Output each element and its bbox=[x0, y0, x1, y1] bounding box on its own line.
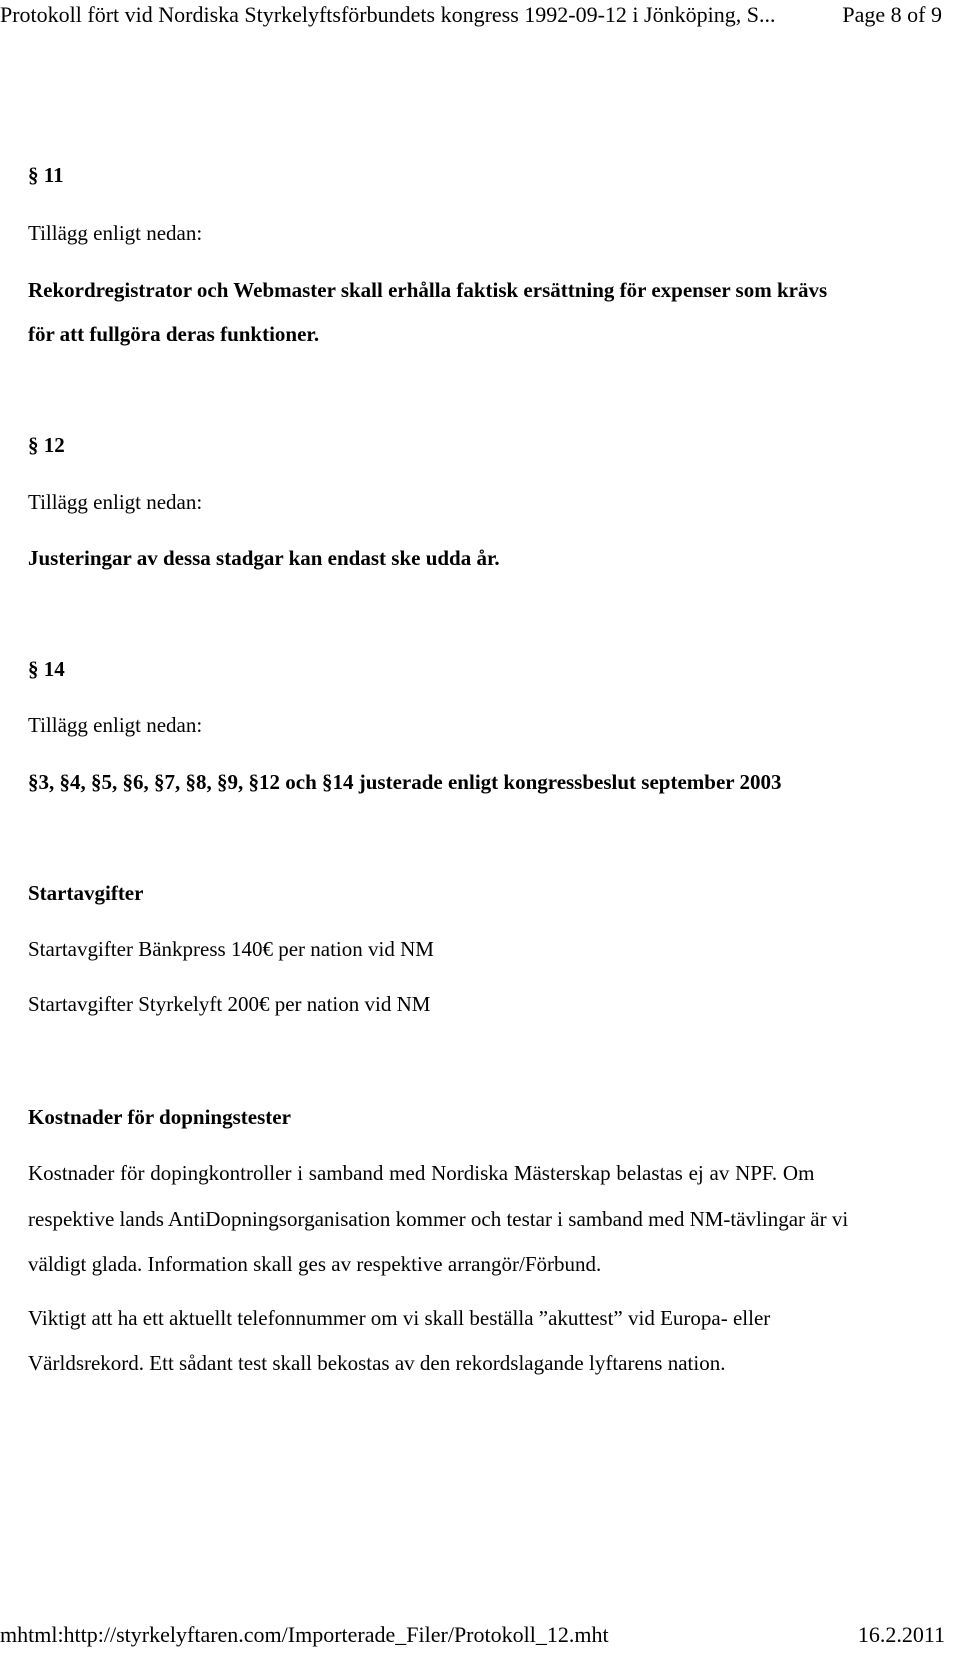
doping-paragraph-2-line-1: Viktigt att ha ett aktuellt telefonnummer om vi skall beställa ”akuttest” vid Europa- eller bbox=[28, 1306, 771, 1330]
section-14-text-line-1: §3, §4, §5, §6, §7, §8, §9, §12 och §14 justerade enligt kongressbeslut september 2003 bbox=[28, 770, 782, 794]
source-url: mhtml:http://styrkelyftaren.com/Importerade_Filer/Protokoll_12.mht bbox=[0, 1622, 609, 1647]
section-14-intro: Tillägg enligt nedan: bbox=[28, 713, 203, 737]
section-12-heading: § 12 bbox=[28, 433, 65, 457]
section-12-intro: Tillägg enligt nedan: bbox=[28, 490, 203, 514]
startavgifter-line-powerlifting: Startavgifter Styrkelyft 200€ per nation vid NM bbox=[28, 992, 431, 1016]
section-11-heading: § 11 bbox=[28, 163, 64, 187]
section-12-text-line-1: Justeringar av dessa stadgar kan endast ske udda år. bbox=[28, 546, 500, 570]
section-11-text-line-2: för att fullgöra deras funktioner. bbox=[28, 322, 320, 346]
section-11-text-line-1: Rekordregistrator och Webmaster skall erhålla faktisk ersättning för expenser som krävs bbox=[28, 278, 828, 302]
section-11-intro: Tillägg enligt nedan: bbox=[28, 221, 203, 245]
section-14-heading: § 14 bbox=[28, 657, 65, 681]
doping-heading: Kostnader för dopningstester bbox=[28, 1105, 291, 1129]
print-date: 16.2.2011 bbox=[857, 1622, 945, 1647]
doping-paragraph-1-line-1: Kostnader för dopingkontroller i samband med Nordiska Mästerskap belastas ej av NPF. Om bbox=[28, 1161, 815, 1185]
startavgifter-heading: Startavgifter bbox=[28, 881, 144, 905]
page-number: Page 8 of 9 bbox=[842, 2, 942, 27]
doping-paragraph-1-line-3: väldigt glada. Information skall ges av respektive arrangör/Förbund. bbox=[28, 1252, 602, 1276]
doping-paragraph-1-line-2: respektive lands AntiDopningsorganisation kommer och testar i samband med NM-tävlingar är vi bbox=[28, 1207, 849, 1231]
doping-paragraph-2-line-2: Världsrekord. Ett sådant test skall bekostas av den rekordslagande lyftarens nation. bbox=[28, 1351, 726, 1375]
startavgifter-line-benchpress: Startavgifter Bänkpress 140€ per nation vid NM bbox=[28, 937, 434, 961]
document-title: Protokoll fört vid Nordiska Styrkelyftsförbundets kongress 1992-09-12 i Jönköping, S... bbox=[0, 2, 776, 27]
